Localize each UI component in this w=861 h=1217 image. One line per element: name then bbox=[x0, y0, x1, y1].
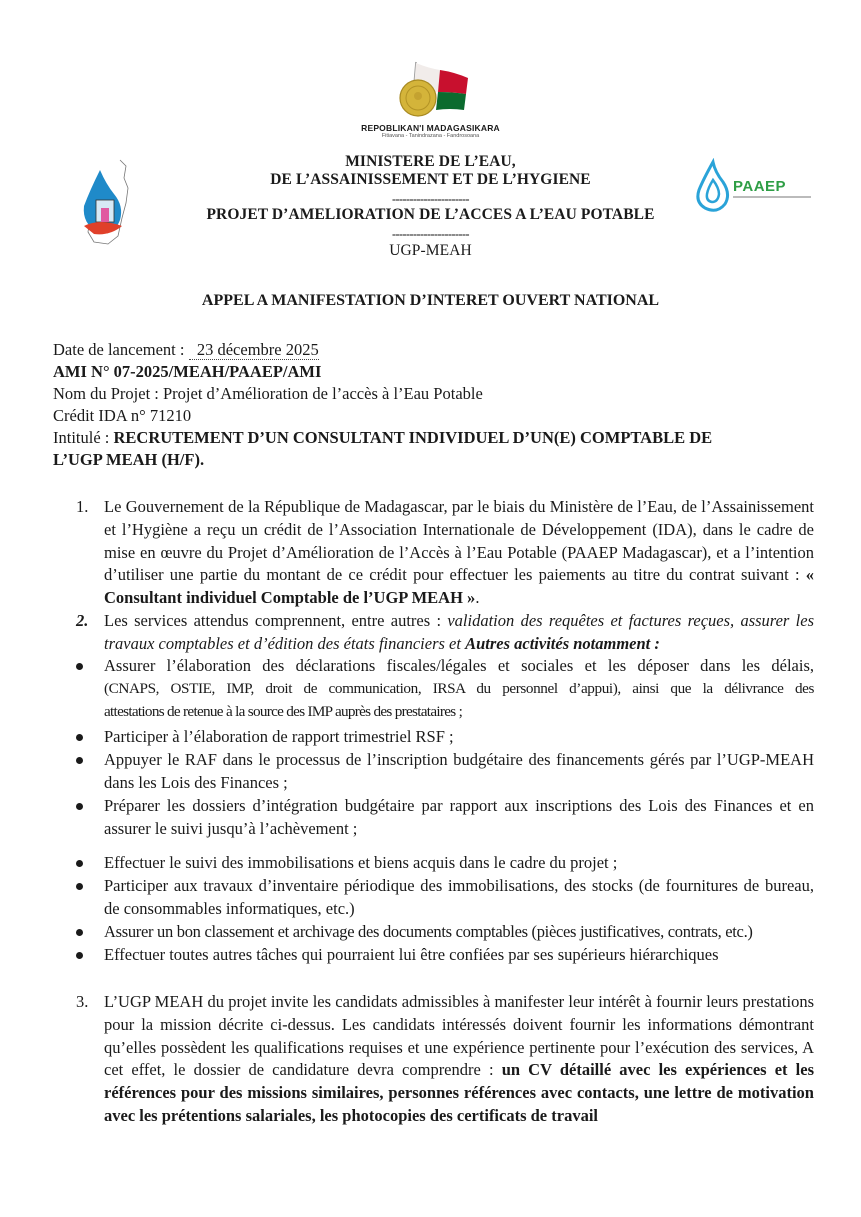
bullet-item-4: Préparer les dossiers d’intégration budgétaire par rapport aux inscriptions des Lois des Finances et en assurer le suivi jusqu’à l’achèvement ; bbox=[104, 796, 814, 838]
intitule-line bbox=[53, 427, 712, 449]
bullet-icon bbox=[76, 663, 83, 670]
emblem-name: REPOBLIKAN'I MADAGASIKARA bbox=[361, 123, 500, 133]
bullet-item-6: Participer aux travaux d’inventaire périodique des immobilisations, des stocks (de fournitures de bureau, de consommables informatiques, etc.) bbox=[104, 876, 814, 918]
paragraph-2-number: 2. bbox=[76, 611, 89, 630]
project-line: PROJET D’AMELIORATION DE L’ACCES A L’EAU POTABLE bbox=[206, 206, 655, 223]
project-label: Nom du Projet : bbox=[53, 384, 163, 403]
emblem-flag-seal-icon bbox=[388, 58, 478, 126]
credit-number: 71210 bbox=[149, 406, 192, 425]
project-name: Projet d’Amélioration de l’accès à l’Eau Potable bbox=[163, 384, 483, 403]
intitule-value-1: RECRUTEMENT D’UN CONSULTANT INDIVIDUEL D’UN(E) COMPTABLE DE bbox=[113, 428, 713, 447]
bullet-item-5: Effectuer le suivi des immobilisations et biens acquis dans le cadre du projet ; bbox=[104, 853, 618, 872]
ministry-line-1: MINISTERE DE L’EAU, bbox=[345, 153, 516, 170]
header-separator-2: ---------------------- bbox=[392, 227, 469, 241]
intitule-value-2: L’UGP MEAH (H/F). bbox=[53, 450, 205, 469]
emblem-caption bbox=[0, 124, 861, 140]
ami-number: AMI N° 07-2025/MEAH/PAAEP/AMI bbox=[53, 362, 322, 381]
header-separator-1: ---------------------- bbox=[392, 192, 469, 206]
intitule-label: Intitulé : bbox=[53, 428, 114, 447]
paaep-logo-text: PAAEP bbox=[733, 178, 787, 195]
bullet-item-2: Participer à l’élaboration de rapport trimestriel RSF ; bbox=[104, 727, 454, 746]
emblem-motto: Fitiavana - Tanindrazana - Fandrosoana bbox=[381, 133, 480, 139]
bullet-icon bbox=[76, 929, 83, 936]
paragraph-3: L’UGP MEAH du projet invite les candidats admissibles à manifester leur intérêt à fournir leurs prestations pour la mission décrite ci-dessus. Les candidats intéressés doivent fournir les informations démontrant qu’elles possèdent les qualifications requises et une expérience pertinente pour l’exécution des services, A cet effet, le dossier de candidature devra comprendre : un CV détaillé avec les expériences et les références pour des missions similaires, personnes références avec contacts, une lettre de motivation avec les prétentions salariales, les photocopies des certificats de travail bbox=[104, 992, 814, 1125]
paragraph-3-number: 3. bbox=[76, 992, 89, 1011]
bullet-icon bbox=[76, 803, 83, 810]
bullet-icon bbox=[76, 734, 83, 741]
launch-date-line bbox=[53, 339, 319, 361]
bullet-icon bbox=[76, 883, 83, 890]
madagascar-emblem bbox=[388, 58, 478, 126]
paragraph-1-number: 1. bbox=[76, 497, 89, 516]
bullet-item-7: Assurer un bon classement et archivage des documents comptables (pièces justificatives, contrats, etc.) bbox=[104, 922, 753, 941]
unit-line: UGP-MEAH bbox=[389, 242, 472, 259]
project-name-line bbox=[53, 383, 483, 405]
bullet-icon bbox=[76, 952, 83, 959]
credit-line bbox=[53, 405, 191, 427]
bullet-item-1: Assurer l’élaboration des déclarations fiscales/légales et sociales et les déposer dans les délais, (CNAPS, OSTIE, IMP, droit de communication, IRSA du personnel d’appui), ainsi que la délivrance des attestations de retenue à la source des IMP auprès des prestataires ; bbox=[104, 656, 814, 720]
paragraph-1: Le Gouvernement de la République de Madagascar, par le biais du Ministère de l’Eau, de l’Assainissement et l’Hygiène a reçu un crédit de l’Association Internationale de Développement (IDA), dans le cadre de mise en œuvre du Projet d’Amélioration de l’Accès à l’Eau Potable (PAAEP Madagascar), et a l’intention d’utiliser une partie du montant de ce crédit pour effectuer les paiements au titre du contrat suivant : « Consultant individuel Comptable de l’UGP MEAH ». bbox=[104, 497, 814, 608]
credit-label: Crédit IDA n° bbox=[53, 406, 150, 425]
launch-date-value: 23 décembre 2025 bbox=[189, 340, 319, 360]
bullet-item-8: Effectuer toutes autres tâches qui pourraient lui être confiées par ses supérieurs hiérarchiques bbox=[104, 945, 719, 964]
bullet-item-3: Appuyer le RAF dans le processus de l’inscription budgétaire des financements gérés par l’UGP-MEAH dans les Lois des Finances ; bbox=[104, 750, 814, 792]
ministry-line-2: DE L’ASSAINISSEMENT ET DE L’HYGIENE bbox=[270, 171, 591, 188]
bullet-icon bbox=[76, 757, 83, 764]
document-title: APPEL A MANIFESTATION D’INTERET OUVERT NATIONAL bbox=[201, 292, 660, 309]
paragraph-2: Les services attendus comprennent, entre autres : validation des requêtes et factures reçues, assurer les travaux comptables et d’édition des états financiers et Autres activités notamment : bbox=[104, 611, 814, 653]
launch-date-label: Date de lancement : bbox=[53, 340, 189, 359]
bullet-icon bbox=[76, 860, 83, 867]
